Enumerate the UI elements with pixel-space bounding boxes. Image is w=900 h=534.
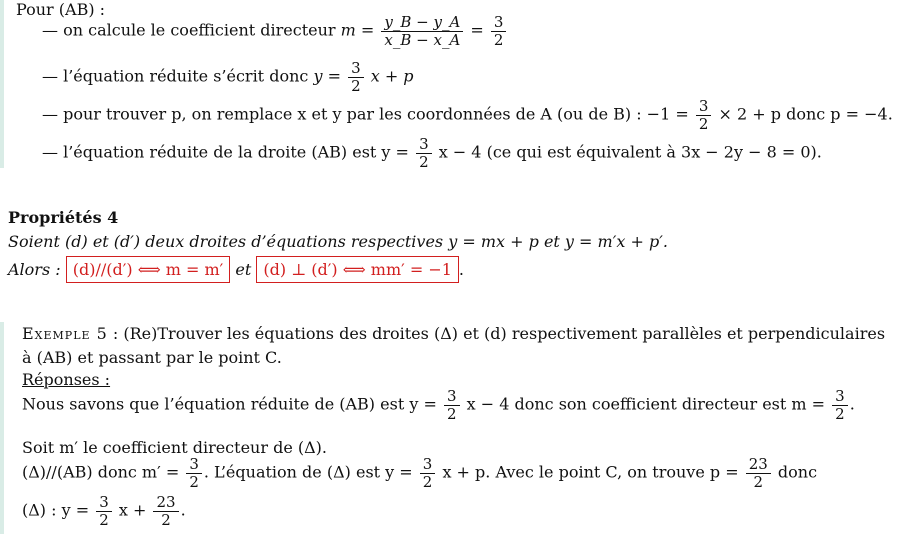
fraction — [420, 456, 436, 490]
fraction — [832, 388, 848, 422]
alors-text: Alors : — [8, 260, 61, 279]
answer1-b: x − 4 donc son coefficient directeur est m = — [466, 394, 826, 414]
properties-statement — [8, 232, 668, 251]
fraction — [348, 60, 364, 94]
fraction — [491, 14, 507, 48]
item-1 — [42, 14, 508, 48]
numerator: 3 — [420, 456, 436, 474]
fraction — [444, 388, 460, 422]
answer2-text: Soit m′ le coefficient directeur de (Δ). — [22, 438, 327, 457]
example-answer-1 — [22, 388, 855, 422]
properties-conclusion — [8, 256, 464, 283]
item1-text: on calcule le coefficient directeur — [63, 20, 336, 40]
numerator: 3 — [416, 136, 432, 154]
example-line-2 — [22, 348, 282, 367]
numerator: 3 — [348, 60, 364, 78]
item2-text: l’équation réduite s’écrit donc — [63, 66, 309, 86]
period: . — [458, 260, 465, 279]
item-3 — [42, 98, 893, 132]
denominator: 2 — [419, 152, 429, 171]
period: . — [180, 500, 186, 520]
numerator: 3 — [491, 14, 507, 32]
fraction — [696, 98, 712, 132]
example-answer-2 — [22, 438, 327, 457]
item1-m: m = — [340, 20, 375, 40]
denominator: 2 — [189, 472, 199, 491]
equals: = — [470, 20, 484, 40]
fraction — [381, 14, 463, 48]
item-4 — [42, 136, 822, 170]
quote-bar-top — [0, 0, 4, 168]
answer4-a: (Δ) : y = — [22, 500, 90, 520]
numerator: 3 — [96, 494, 112, 512]
period: . — [849, 394, 855, 414]
dash: — — [42, 142, 58, 162]
denominator: 2 — [351, 76, 361, 95]
properties-title-text: Propriétés 4 — [8, 208, 119, 227]
answer1-a: Nous savons que l’équation réduite de (AB) est y = — [22, 394, 437, 414]
responses-heading — [22, 370, 110, 389]
example-answer-4 — [22, 494, 186, 528]
example-label: Exemple 5 — [22, 324, 108, 343]
item3-rest: × 2 + p donc p = −4. — [718, 104, 893, 124]
item2-rest: x + p — [370, 66, 414, 86]
numerator: 23 — [153, 494, 178, 512]
example-text-2: à (AB) et passant par le point C. — [22, 348, 282, 367]
item2-y: y = — [313, 66, 341, 86]
denominator: 2 — [446, 404, 457, 423]
item3-text: pour trouver p, on remplace x et y par les coordonnées de A (ou de B) : −1 = — [63, 104, 689, 124]
answer3-c: x + p. Avec le point C, on trouve p = — [442, 462, 739, 482]
fraction — [746, 456, 771, 490]
fraction — [416, 136, 432, 170]
dash: — — [42, 66, 58, 86]
numerator: 3 — [696, 98, 712, 116]
intro-text: Pour (AB) : — [16, 0, 106, 19]
denominator: 2 — [493, 30, 504, 49]
properties-title — [8, 208, 118, 227]
numerator: y_B − y_A — [381, 14, 463, 32]
denominator: 2 — [161, 510, 171, 529]
denominator: 2 — [99, 510, 109, 529]
statement-text: Soient (d) et (d′) deux droites d’équations respectives y = mx + p et y = m′x + p′. — [8, 232, 668, 251]
parallel-property-box: (d)//(d′) ⟺ m = m′ — [66, 256, 231, 283]
item4-rest: x − 4 (ce qui est équivalent à 3x − 2y − 8 = 0). — [438, 142, 822, 162]
denominator: 2 — [835, 404, 845, 423]
numerator: 3 — [832, 388, 848, 406]
item4-text: l’équation réduite de la droite (AB) est y = — [63, 142, 409, 162]
item-2 — [42, 60, 414, 94]
fraction — [96, 494, 112, 528]
numerator: 3 — [186, 456, 202, 474]
answer4-b: x + — [118, 500, 147, 520]
denominator: 2 — [698, 114, 709, 133]
answer3-a: (Δ)//(AB) donc m′ = — [22, 462, 180, 482]
denominator: 2 — [422, 472, 433, 491]
numerator: 23 — [746, 456, 771, 474]
denominator: x_B − x_A — [384, 30, 461, 49]
responses-text: Réponses : — [22, 370, 111, 389]
dash: — — [42, 104, 58, 124]
numerator: 3 — [444, 388, 460, 406]
denominator: 2 — [753, 472, 764, 491]
answer3-b: . L’équation de (Δ) est y = — [203, 462, 413, 482]
fraction — [186, 456, 202, 490]
perpendicular-property-box: (d) ⊥ (d′) ⟺ mm′ = −1 — [256, 256, 459, 283]
example-answer-3 — [22, 456, 817, 490]
answer3-d: donc — [777, 462, 818, 482]
fraction — [153, 494, 178, 528]
quote-bar-example — [0, 322, 4, 534]
example-text-1: : (Re)Trouver les équations des droites (Δ) et (d) respectivement parallèles et perpendiculaires — [112, 324, 886, 343]
example-line-1 — [22, 324, 885, 343]
et-text: et — [235, 260, 252, 279]
dash: — — [42, 20, 58, 40]
